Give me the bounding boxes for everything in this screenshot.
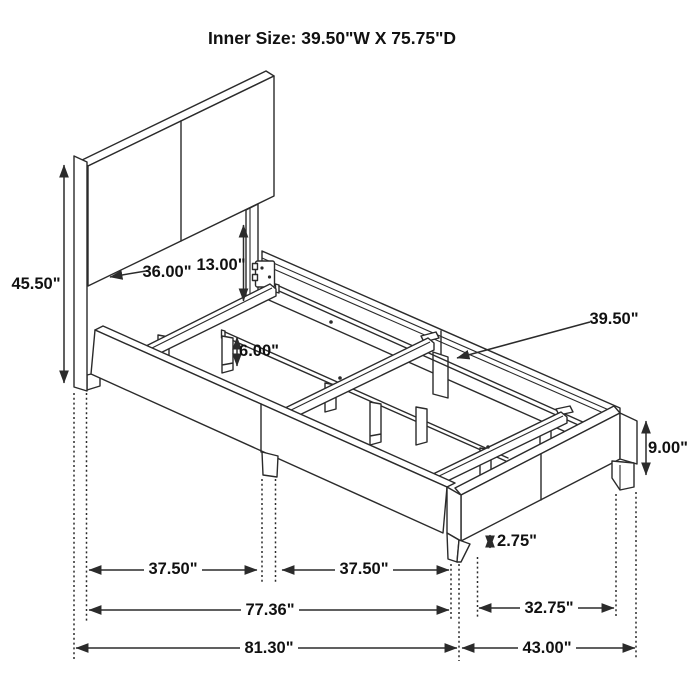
slat-middle [283,338,434,420]
headboard-left-post [74,156,87,391]
page-title: Inner Size: 39.50"W X 75.75"D [207,28,457,48]
dim-label-panel-gap: 13.00" [196,256,246,274]
dim-label-slat-width: 39.50" [589,310,639,328]
dim-label-support-leg: 6.00" [239,342,279,360]
dim-label-overall-height: 45.50" [11,275,61,293]
dim-label-corner-leg: 2.75" [497,532,537,550]
dim-label-foot-span: 32.75" [524,599,574,617]
dim-label-head-section: 37.50" [148,560,198,578]
rail-bracket [253,261,275,287]
dim-label-overall-width: 43.00" [522,639,572,657]
middle-leg [262,452,278,477]
foot-rear-leg [612,461,634,490]
dim-label-headboard-width: 36.00" [142,263,192,281]
dim-label-footboard-height: 9.00" [648,439,688,457]
dim-label-overall-length: 81.30" [244,639,294,657]
dim-label-foot-section: 37.50" [339,560,389,578]
dim-label-rail-length: 77.36" [245,601,295,619]
